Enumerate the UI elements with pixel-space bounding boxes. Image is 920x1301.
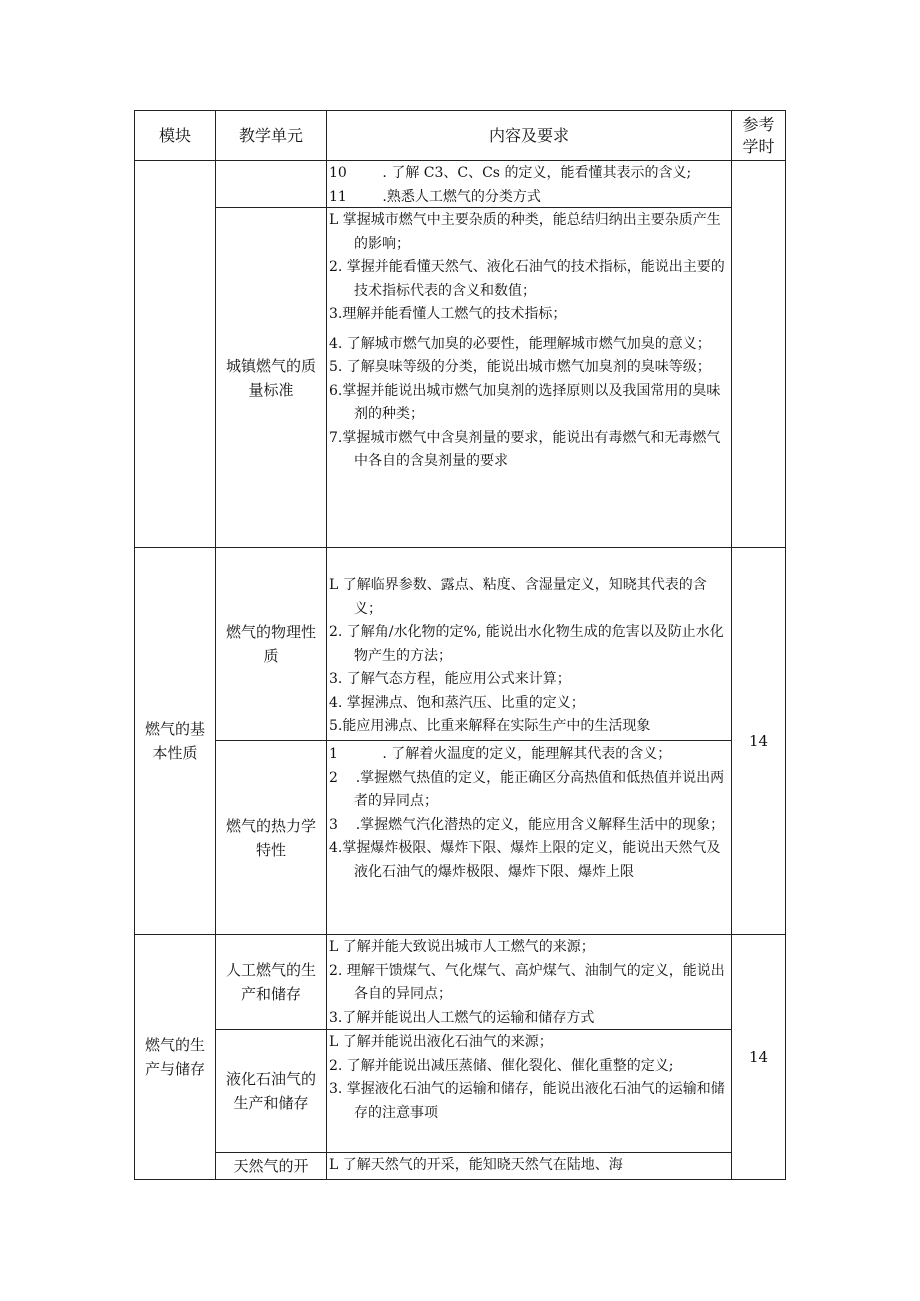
- list-item: 4. 了解城市燃气加臭的必要性，能理解城市燃气加臭的意义；: [329, 335, 711, 352]
- list-item: 2. 了解角/水化物的定%, 能说出水化物生成的危害以及防止水化物产生的方法；: [329, 624, 724, 664]
- unit-physical-properties: 燃气的物理性质: [215, 547, 327, 741]
- hours-basic-properties: 14: [731, 547, 786, 935]
- list-item: 2. 理解干馈煤气、气化煤气、高炉煤气、油制气的定义，能说出各自的异同点；: [329, 962, 725, 1002]
- list-item: L 掌握城市燃气中主要杂质的种类，能总结归纳出主要杂质产生的影响；: [329, 212, 721, 252]
- content-cell-r6: [326, 1152, 732, 1180]
- list-item: 3. 了解气态方程，能应用公式来计算；: [329, 671, 571, 687]
- header-module: 模块: [134, 110, 216, 161]
- list-item: 2 .掌握燃气热值的定义，能正确区分高热值和低热值并说出两者的异同点；: [329, 769, 725, 809]
- unit-lpg-production: 液化石油气的生产和储存: [215, 1029, 327, 1153]
- list-item: 11 .熟悉人工燃气的分类方式: [329, 188, 541, 205]
- hours-cell-continued: [731, 160, 786, 548]
- module-cell-continued: [134, 160, 216, 548]
- list-item: 1 . 了解着火温度的定义，能理解其代表的含义；: [329, 746, 672, 762]
- list-item: L 了解并能大致说出城市人工燃气的来源；: [329, 939, 595, 955]
- content-cell-r1: [326, 207, 732, 548]
- list-item: 5. 了解臭味等级的分类，能说出城市燃气加臭剂的臭味等级；: [329, 359, 711, 375]
- unit-natural-gas-extraction: 天然气的开: [215, 1152, 327, 1180]
- list-item: 2. 掌握并能看懂天然气、液化石油气的技术指标，能说出主要的技术指标代表的含义和数值；: [329, 259, 725, 299]
- list-item: 3 .掌握燃气汽化潜热的定义，能应用含义解释生活中的现象；: [329, 816, 725, 833]
- list-item: 3.理解并能看懂人工燃气的技术指标；: [329, 306, 567, 322]
- header-teaching-unit: 教学单元: [215, 110, 327, 161]
- list-item: 5.能应用沸点、比重来解释在实际生产中的生活现象: [329, 718, 651, 734]
- list-item: 7.掌握城市燃气中含臭剂量的要求，能说出有毒燃气和无毒燃气中各自的含臭剂量的要求: [329, 429, 721, 469]
- curriculum-table: [134, 110, 786, 1180]
- header-content-requirements: 内容及要求: [326, 110, 732, 161]
- content-cell-r3: [326, 740, 732, 935]
- list-item: 4.掌握爆炸极限、爆炸下限、爆炸上限的定义，能说出天然气及液化石油气的爆炸极限、爆炸下限、爆炸上限: [329, 840, 721, 880]
- module-basic-properties: 燃气的基本性质: [134, 547, 216, 935]
- unit-cell-continued: [215, 160, 327, 208]
- list-item: 10 . 了解 C3、C、Cs 的定义，能看懂其表示的含义;: [329, 165, 692, 181]
- list-item: 2. 了解并能说出减压蒸储、催化裂化、催化重整的定义;: [329, 1057, 674, 1074]
- list-item: L 了解临界参数、露点、粘度、含湿量定义，知晓其代表的含义；: [329, 577, 707, 617]
- list-item: 4. 掌握沸点、饱和蒸汽压、比重的定义；: [329, 694, 585, 711]
- hours-production-storage: 14: [731, 934, 786, 1180]
- content-cell-r4: [326, 934, 732, 1030]
- unit-city-gas-quality-standard: 城镇燃气的质量标准: [215, 207, 327, 548]
- list-item: 3. 掌握液化石油气的运输和储存，能说出液化石油气的运输和储存的注意事项: [329, 1081, 725, 1121]
- content-cell-r0: [326, 160, 732, 208]
- header-reference-hours: 参考学时: [731, 110, 786, 161]
- list-item: 6.掌握并能说出城市燃气加臭剂的选择原则以及我国常用的臭味剂的种类；: [329, 382, 721, 422]
- unit-thermodynamic-properties: 燃气的热力学特性: [215, 740, 327, 935]
- unit-artificial-gas-production: 人工燃气的生产和储存: [215, 934, 327, 1030]
- content-cell-r2: [326, 547, 732, 741]
- module-production-storage: 燃气的生产与储存: [134, 934, 216, 1180]
- content-cell-r5: [326, 1029, 732, 1153]
- list-item: L 了解并能说出液化石油气的来源；: [329, 1034, 553, 1050]
- list-item: L 了解天然气的开采，能知晓天然气在陆地、海: [329, 1157, 623, 1173]
- list-item: 3.了解并能说出人工燃气的运输和储存方式: [329, 1009, 595, 1026]
